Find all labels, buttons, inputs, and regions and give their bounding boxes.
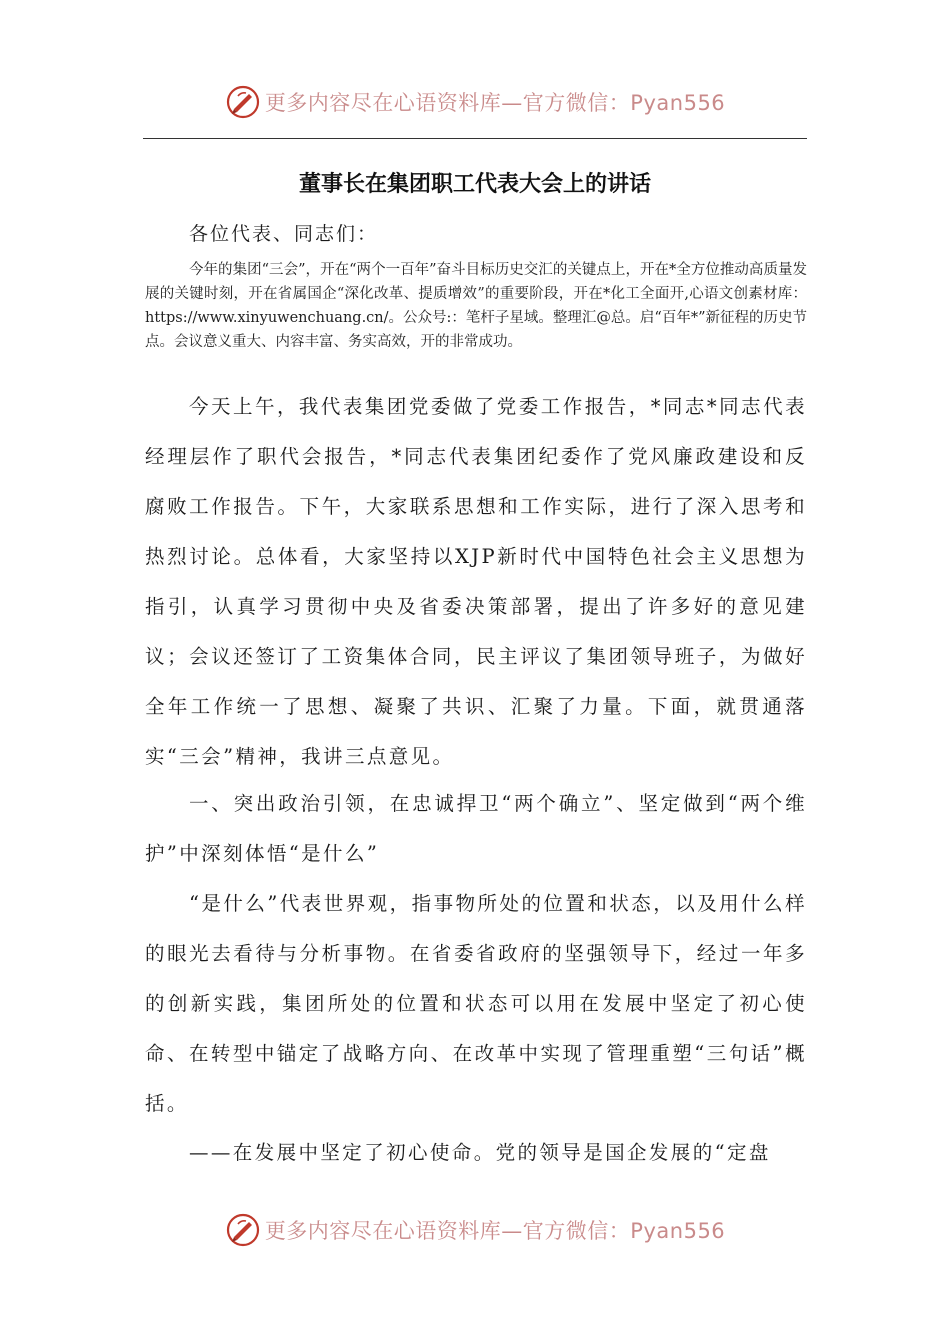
paragraph-3: ——在发展中坚定了初心使命。党的领导是国企发展的“定盘	[189, 1141, 771, 1164]
section-1-heading: 一、突出政治引领，在忠诚捍卫“两个确立”、坚定做到“两个维护”中深刻体悟“是什么”	[145, 792, 807, 865]
header-banner-text: 更多内容尽在心语资料库—官方微信：Pyan556	[264, 91, 726, 115]
document-title: 董事长在集团职工代表大会上的讲话	[298, 172, 651, 197]
header-divider	[143, 138, 807, 139]
pen-logo-icon	[225, 84, 261, 120]
intro-paragraph: 今年的集团“三会”，开在“两个一百年”奋斗目标历史交汇的关键点上，开在*全方位推动高质量发展的关键时刻，开在省属国企“深化改革、提质增效”的重要阶段，开在*化工全面开,心语文创素材库：https://www.xinyuwenchuang.cn/。公众号:：笔杆子星域。整理汇@总。启“百年*”新征程的历史节点。会议意义重大、内容丰富、务实高效，开的非常成功。	[145, 262, 807, 350]
footer-banner-text: 更多内容尽在心语资料库—官方微信：Pyan556	[264, 1219, 726, 1243]
paragraph-2: “是什么”代表世界观，指事物所处的位置和状态，以及用什么样的眼光去看待与分析事物。在省委省政府的坚强领导下，经过一年多的创新实践，集团所处的位置和状态可以用在发展中坚定了初心使命、在转型中锚定了战略方向、在改革中实现了管理重塑“三句话”概括。	[145, 892, 807, 1115]
paragraph-1: 今天上午，我代表集团党委做了党委工作报告，*同志*同志代表经理层作了职代会报告，*同志代表集团纪委作了党风廉政建设和反腐败工作报告。下午，大家联系思想和工作实际，进行了深入思考和热烈讨论。总体看，大家坚持以XJP新时代中国特色社会主义思想为指引，认真学习贯彻中央及省委决策部署，提出了许多好的意见建议；会议还签订了工资集体合同，民主评议了集团领导班子，为做好全年工作统一了思想、凝聚了共识、汇聚了力量。下面，就贯通落实“三会”精神，我讲三点意见。	[145, 395, 807, 768]
pen-logo-icon	[225, 1212, 261, 1248]
greeting: 各位代表、同志们：	[189, 223, 379, 245]
footer-banner	[0, 1210, 950, 1250]
header-banner	[0, 82, 950, 122]
